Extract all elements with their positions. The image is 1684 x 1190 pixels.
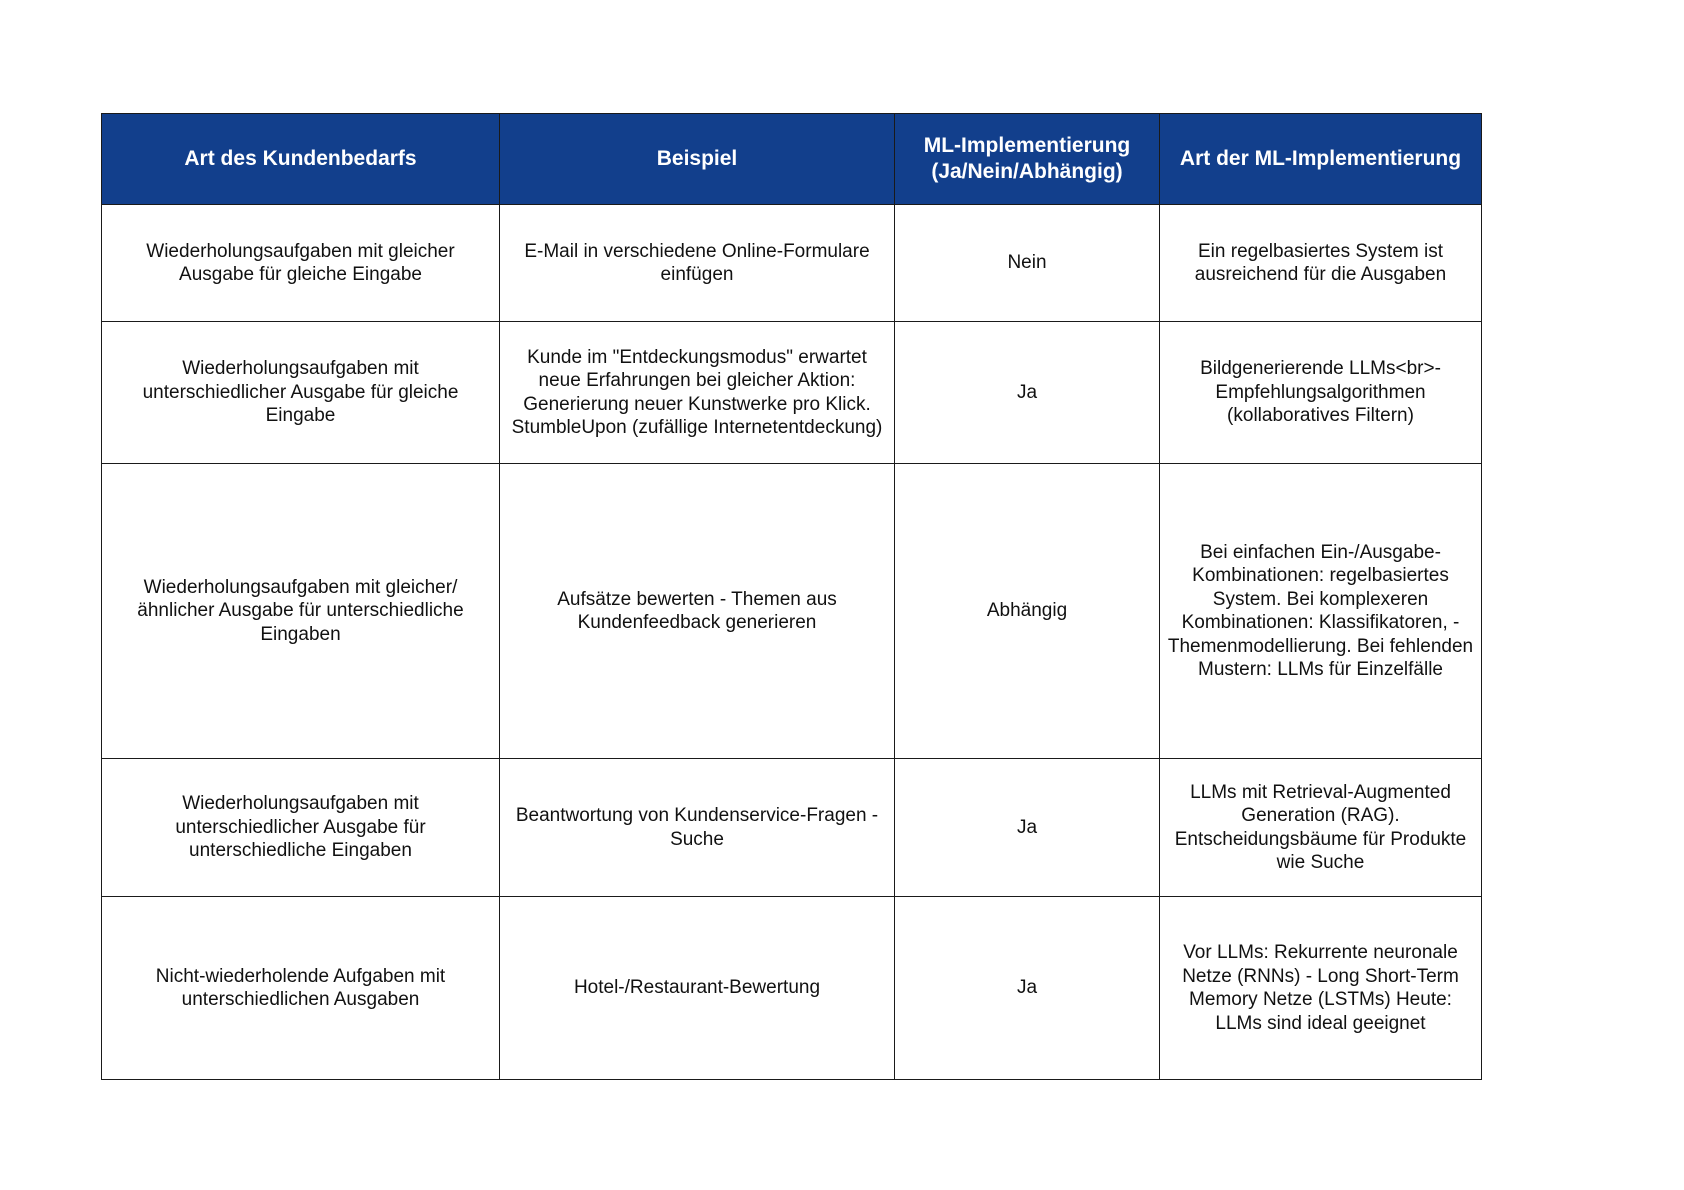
cell-customer-need: Wiederholungsaufgaben mit gleicher Ausgabe für gleiche Eingabe xyxy=(102,205,500,322)
cell-example: Hotel-/Restaurant-Bewertung xyxy=(500,897,895,1080)
cell-example: Beantwortung von Kundenservice-Fragen -Suche xyxy=(500,759,895,897)
cell-example: Kunde im "Entdeckungsmodus" erwartet neue Erfahrungen bei gleicher Aktion: Generierung neuer Kunstwerke pro Klick. StumbleUpon (zufällige Internetentdeckung) xyxy=(500,322,895,464)
table-row xyxy=(102,759,1482,897)
cell-ml-implementation: Ja xyxy=(895,322,1160,464)
cell-ml-implementation-type: Bei einfachen Ein-/Ausgabe-Kombinationen: regelbasiertes System. Bei komplexeren Kombinationen: Klassifikatoren, -Themenmodellierung. Bei fehlenden Mustern: LLMs für Einzelfälle xyxy=(1160,464,1482,759)
cell-customer-need: Nicht-wiederholende Aufgaben mit unterschiedlichen Ausgaben xyxy=(102,897,500,1080)
cell-example: Aufsätze bewerten - Themen aus Kundenfeedback generieren xyxy=(500,464,895,759)
cell-customer-need: Wiederholungsaufgaben mit unterschiedlicher Ausgabe für unterschiedliche Eingaben xyxy=(102,759,500,897)
table-row xyxy=(102,897,1482,1080)
cell-example: E-Mail in verschiedene Online-Formulare einfügen xyxy=(500,205,895,322)
cell-ml-implementation-type: Vor LLMs: Rekurrente neuronale Netze (RNNs) - Long Short-Term Memory Netze (LSTMs) Heute: LLMs sind ideal geeignet xyxy=(1160,897,1482,1080)
cell-ml-implementation: Nein xyxy=(895,205,1160,322)
table-row xyxy=(102,322,1482,464)
cell-ml-implementation: Abhängig xyxy=(895,464,1160,759)
header-row xyxy=(102,114,1482,205)
table-row xyxy=(102,464,1482,759)
cell-ml-implementation-type: Ein regelbasiertes System ist ausreichend für die Ausgaben xyxy=(1160,205,1482,322)
table-body xyxy=(102,205,1482,1080)
ml-implementation-table xyxy=(101,113,1482,1080)
header-customer-need: Art des Kundenbedarfs xyxy=(102,114,500,205)
cell-ml-implementation-type: Bildgenerierende LLMs<br>-Empfehlungsalgorithmen (kollaboratives Filtern) xyxy=(1160,322,1482,464)
cell-ml-implementation: Ja xyxy=(895,759,1160,897)
header-ml-implementation-type: Art der ML-Implementierung xyxy=(1160,114,1482,205)
table-header xyxy=(102,114,1482,205)
cell-ml-implementation-type: LLMs mit Retrieval-Augmented Generation (RAG). Entscheidungsbäume für Produkte wie Suche xyxy=(1160,759,1482,897)
table-row xyxy=(102,205,1482,322)
cell-customer-need: Wiederholungsaufgaben mit unterschiedlicher Ausgabe für gleiche Eingabe xyxy=(102,322,500,464)
header-example: Beispiel xyxy=(500,114,895,205)
cell-ml-implementation: Ja xyxy=(895,897,1160,1080)
cell-customer-need: Wiederholungsaufgaben mit gleicher/ähnlicher Ausgabe für unterschiedliche Eingaben xyxy=(102,464,500,759)
header-ml-implementation: ML-Implementierung (Ja/Nein/Abhängig) xyxy=(895,114,1160,205)
